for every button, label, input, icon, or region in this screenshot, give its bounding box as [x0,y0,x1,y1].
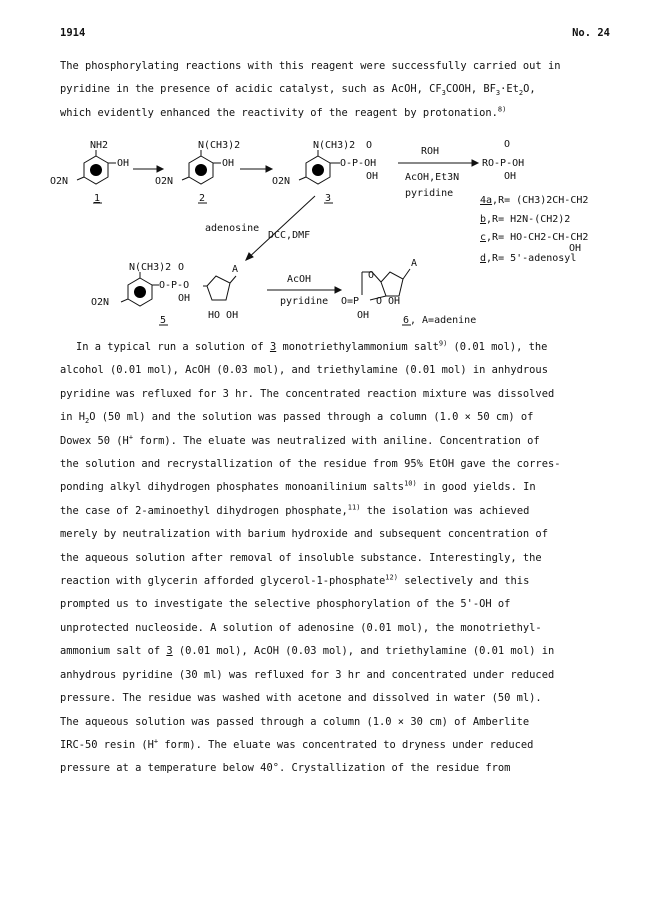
text-line: which evidently enhanced the reactivity of the reagent by protonation.$^{8)}$ [60,105,507,119]
reagent-pyridine-2: pyridine [280,296,329,307]
c2-sub: N(CH3)2 [198,140,241,151]
text-line: alcohol (0.01 mol), AcOH (0.03 mol), and triethylamine (0.01 mol) in anhydrous [60,364,548,377]
arrow-head-1 [157,166,163,172]
c5-oh: OH [178,293,191,304]
compound-number-5: 5 [160,315,167,326]
r-list-2-oh: OH [569,243,582,254]
c3-sub: N(CH3)2 [313,140,356,151]
prod-oxo: O [504,139,511,150]
text-line: the case of 2-aminoethyl dihydrogen phosphate,$^{11)}$ the isolation was achieved [60,503,530,517]
arrow-head-3 [472,160,478,166]
c3-oh: OH [366,171,379,182]
reagent-dcc-dmf: DCC,DMF [268,230,311,241]
compound-5 [91,262,238,326]
reagent-pyridine: pyridine [405,188,454,199]
compound-number-1: 1 [94,193,101,204]
reagent-acoh: AcOH [287,274,312,285]
page-number: 1914 [60,27,86,39]
issue-number: No. 24 [572,27,610,39]
arrow-head-4 [335,287,341,293]
text-line: pyridine in the presence of acidic catalyst, such as AcOH, $CF_3COOH$, $BF_3\cdot Et_2O$, [60,83,536,98]
c2-nitro: O2N [155,176,174,187]
reagent-acoh-et3n: AcOH,Et3N [405,172,460,183]
text-line: The phosphorylating reactions with this reagent were successfully carried out in [60,60,561,72]
text-line: ponding alkyl dihydrogen phosphates monoanilinium salts$^{10)}$ in good yields. In [60,479,536,494]
text-line: anhydrous pyridine (30 ml) was refluxed for 3 hr and concentrated under reduced [60,668,555,681]
text-line: The aqueous solution was passed through a column (1.0 × 30 cm) of Amberlite [60,715,530,728]
text-line: pressure at a temperature below 40°. Crystallization of the residue from [60,762,511,775]
prod-oh: OH [504,171,517,182]
text-line: pyridine was refluxed for 3 hr. The concentrated reaction mixture was dissolved [60,387,555,400]
r-list-2: c,R= HO-CH2-CH-CH2 [480,232,589,243]
body-paragraph [60,336,620,781]
compound-2 [155,140,240,204]
text-line: merely by neutralization with barium hydroxide and subsequent concentration of [60,528,548,541]
compound-1 [50,140,129,204]
text-line: prompted us to investigate the selective phosphorylation of the 5'-OH of [60,598,511,611]
text-line: the aqueous solution after removal of insoluble substance. Interestingly, the [60,551,542,564]
product-4: RO-P-OH [482,158,525,169]
compound-6 [341,258,476,326]
r-list-0: 4a,R= (CH3)2CH-CH2 [480,195,589,206]
text-line: pressure. The residue was washed with acetone and dissolved in water (50 ml). [60,692,542,705]
c1-sub: NH2 [90,140,109,151]
text-line: Dowex 50 (H+ form). The eluate was neutralized with aniline. Concentration of [60,433,540,447]
text-line: the solution and recrystallization of the residue from 95% EtOH gave the corres- [60,458,561,471]
text-line: ammonium salt of 3 (0.01 mol), AcOH (0.03 mol), and triethylamine (0.01 mol) in [60,645,555,658]
text-line: reaction with glycerin afforded glycerol-1-phosphate$^{12)}$ selectively and this [60,573,530,588]
c5-oxo: O [178,262,185,273]
c2-side: OH [222,158,235,169]
c6-ring-o: O [368,270,375,281]
r-list-3: d,R= 5'-adenosyl [480,253,577,264]
c5-base: A [232,264,239,275]
c6-label: , A=adenine [410,315,477,326]
c6-sugar: O OH [376,296,401,307]
c3-oxo: O [366,140,373,151]
intro-paragraph [60,55,620,125]
c5-sugar: HO OH [208,310,239,321]
c5-nitro: O2N [91,297,110,308]
c3-side: O-P-OH [340,158,377,169]
text-line: unprotected nucleoside. A solution of adenosine (0.01 mol), the monotriethyl- [60,621,542,634]
c3-nitro: O2N [272,176,291,187]
c1-side: OH [117,158,130,169]
text-line: in $H_2O$ (50 ml) and the solution was passed through a column (1.0 × 50 cm) of [60,411,534,426]
compound-number-3: 3 [325,193,332,204]
reaction-scheme [0,130,672,335]
c6-base: A [411,258,418,269]
text-line: IRC-50 resin (H+ form). The eluate was concentrated to dryness under reduced [60,737,534,751]
reagent-roh: ROH [421,146,440,157]
c5-chain: O-P-O [159,280,190,291]
c6-p: O=P [341,296,360,307]
compound-3 [272,140,378,204]
reagent-adenosine: adenosine [205,223,260,234]
arrow-head-2 [266,166,272,172]
c6-oh: OH [357,310,370,321]
c1-nitro: O2N [50,176,69,187]
c5-sub: N(CH3)2 [129,262,172,273]
text-line: In a typical run a solution of 3 monotriethylammonium salt$^{9)}$ (0.01 mol), the [76,339,548,353]
compound-number-6: 6 [403,315,410,326]
compound-number-2: 2 [199,193,206,204]
r-list-1: b,R= H2N-(CH2)2 [480,214,571,225]
